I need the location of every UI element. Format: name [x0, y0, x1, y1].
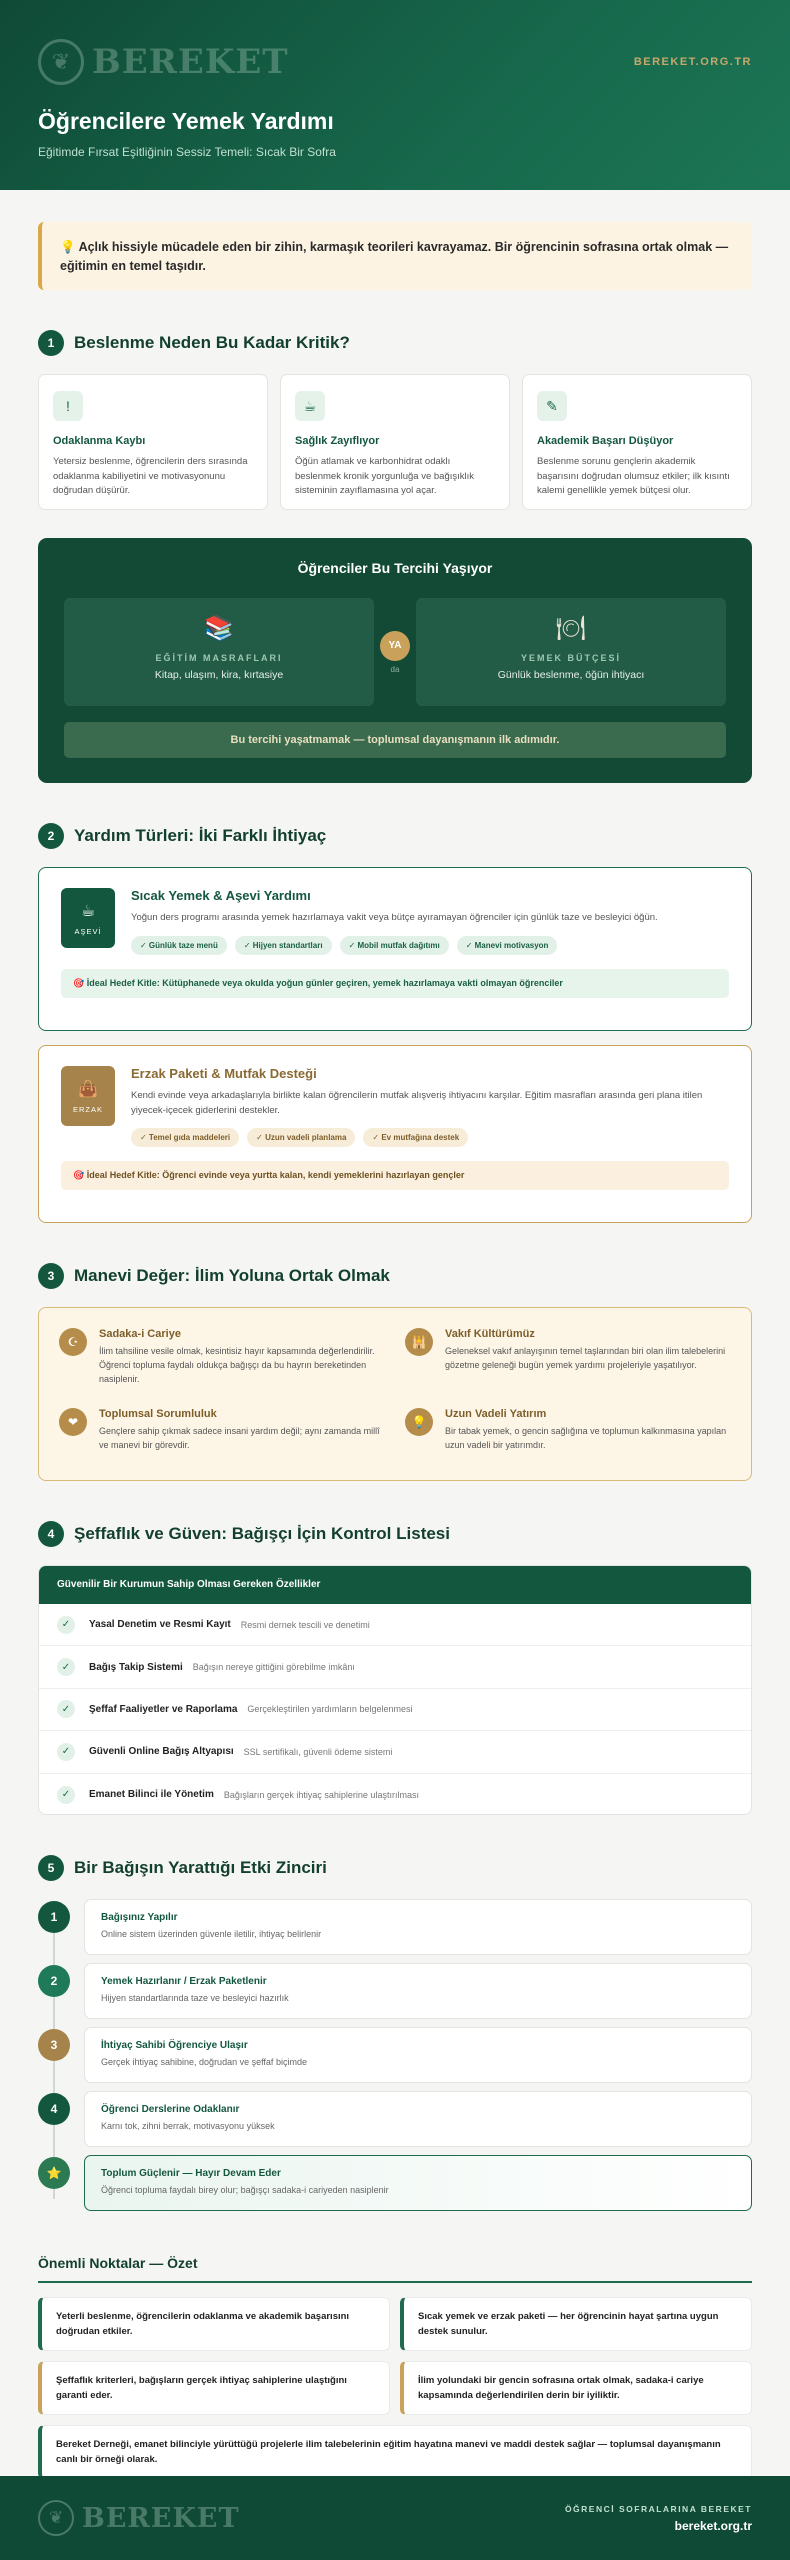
section-title: Beslenme Neden Bu Kadar Kritik?	[74, 333, 350, 352]
footer-logo[interactable]	[38, 2500, 240, 2536]
help-title: Erzak Paketi & Mutfak Desteği	[131, 1066, 317, 1081]
section-3-heading	[38, 1263, 752, 1289]
target-text: İdeal Hedef Kitle: Kütüphanede veya okulda yoğun günler geçiren, yemek hazırlamaya vakti olmayan öğrenciler	[86, 977, 563, 988]
card-title: Sağlık Zayıflıyor	[295, 435, 380, 447]
summary-card: İlim yolundaki bir gencin sofrasına ortak olmak, sadaka-i cariye kapsamında değerlendirilen derin bir iyiliktir.	[400, 2361, 752, 2415]
tag: ✓ Temel gıda maddeleri	[131, 1128, 239, 1147]
choice-row	[64, 598, 726, 706]
step-number: 4	[38, 2093, 70, 2125]
summary-grid	[38, 2297, 752, 2415]
summary-card: Şeffaflık kriterleri, bağışların gerçek ihtiyaç sahiplerine ulaştığını garanti eder.	[38, 2361, 390, 2415]
checklist-desc: Bağışların gerçek ihtiyaç sahiplerine ulaştırılması	[223, 1789, 419, 1800]
trust-checklist	[38, 1565, 752, 1815]
choice-or	[374, 631, 416, 674]
checklist-row	[39, 1604, 751, 1646]
nutrition-cards	[38, 374, 752, 510]
choice-education	[64, 598, 374, 706]
logo-emblem-icon: ❦	[38, 39, 84, 85]
value-text: Gençlere sahip çıkmak sadece insani yardım değil; aynı zamanda millî ve manevi bir görevdir.	[99, 1425, 380, 1450]
target-audience	[61, 1161, 729, 1190]
card-text: Öğün atlamak ve karbonhidrat odaklı beslenmek kronik yorgunluğa ve bağışıklık sisteminin zayıflamasına yol açar.	[295, 456, 475, 497]
or-badge: YA	[380, 631, 410, 661]
section-title: Bir Bağışın Yarattığı Etki Zinciri	[74, 1858, 327, 1877]
bag-icon: 👜	[78, 1080, 98, 1098]
choice-desc: Kitap, ulaşım, kira, kırtasiye	[154, 669, 284, 681]
section-title: Şeffaflık ve Güven: Bağışçı İçin Kontrol Listesi	[74, 1524, 450, 1543]
help-hot-meal	[38, 867, 752, 1031]
value-title: Toplumsal Sorumluluk	[99, 1407, 217, 1420]
target-audience	[61, 969, 729, 998]
step-title: Toplum Güçlenir — Hayır Devam Eder	[101, 2168, 281, 2179]
tag: ✓ Günlük taze menü	[131, 936, 227, 955]
chain-step	[38, 1963, 752, 2027]
tag: ✓ Uzun vadeli planlama	[247, 1128, 355, 1147]
value-text: Geleneksel vakıf anlayışının temel taşlarından biri olan ilim talebelerini gözetme geleneği bugün yemek yardımı projeleriyle yaşatılıyor.	[445, 1346, 726, 1370]
help-row	[61, 888, 729, 955]
step-text: Gerçek ihtiyaç sahibine, doğrudan ve şeffaf biçimde	[101, 2057, 307, 2067]
step-text: Karnı tok, zihni berrak, motivasyonu yüksek	[101, 2121, 275, 2131]
value-title: Sadaka-i Cariye	[99, 1328, 181, 1340]
help-text: Kendi evinde veya arkadaşlarıyla birlikte kalan öğrencilerin mutfak alışveriş ihtiyacını karşılar. Eğitim masrafları arasında geri plana itilen yiyecek-içecek giderlerini destekler.	[131, 1090, 703, 1116]
help-body	[131, 1066, 729, 1147]
header	[0, 0, 790, 190]
card-text: Beslenme sorunu gençlerin akademik başarısını doğrudan olumsuz etkiler; ilk kısıntı kalemi genellikle yemek bütçesi olur.	[537, 456, 730, 497]
chain-step	[38, 2091, 752, 2155]
step-card	[84, 2027, 752, 2083]
check-icon: ✓	[57, 1743, 75, 1761]
value-text: Bir tabak yemek, o gencin sağlığına ve toplumun kalkınmasına yapılan uzun vadeli bir yatırımdır.	[445, 1425, 727, 1450]
checklist-row	[39, 1689, 751, 1731]
checklist-desc: SSL sertifikalı, güvenli ödeme sistemi	[243, 1746, 393, 1757]
help-text: Yoğun ders programı arasında yemek hazırlamaya vakit veya bütçe ayıramayan öğrenciler için günlük taze ve besleyici öğün.	[131, 912, 658, 923]
help-body	[131, 888, 729, 955]
logo-emblem-icon: ❦	[38, 2500, 74, 2536]
value-title: Uzun Vadeli Yatırım	[445, 1407, 547, 1420]
section-2-heading	[38, 823, 752, 849]
step-text: Online sistem üzerinden güvenle iletilir, ihtiyaç belirlenir	[101, 1929, 322, 1939]
checklist-name: Yasal Denetim ve Resmi Kayıt	[89, 1619, 231, 1631]
choice-footer: Bu tercihi yaşatmamak — toplumsal dayanışmanın ilk adımıdır.	[64, 722, 726, 758]
help-row	[61, 1066, 729, 1147]
help-title: Sıcak Yemek & Aşevi Yardımı	[131, 888, 311, 903]
choice-label: YEMEK BÜTÇESİ	[520, 653, 621, 663]
checklist-desc: Resmi dernek tescili ve denetimi	[240, 1619, 370, 1630]
alert-icon: !	[53, 391, 83, 421]
card-academic	[522, 374, 752, 510]
or-sub: da	[390, 664, 400, 674]
step-number: 1	[38, 1901, 70, 1933]
impact-chain	[38, 1899, 752, 2219]
checklist-name: Güvenli Online Bağış Altyapısı	[89, 1746, 234, 1758]
value-text: İlim tahsiline vesile olmak, kesintisiz hayır kapsamında değerlendirilir. Öğrenci topluma faydalı oldukça bağışçı da bu hayrın bereketinden nasiplenir.	[99, 1346, 375, 1384]
section-1-heading	[38, 330, 752, 356]
brand-row	[38, 30, 752, 94]
value-responsibility	[59, 1408, 385, 1460]
section-number: 3	[38, 1263, 64, 1289]
chain-step	[38, 2155, 752, 2219]
target-text: İdeal Hedef Kitle: Öğrenci evinde veya yurtta kalan, kendi yemeklerini hazırlayan gençler	[86, 1170, 465, 1181]
card-title: Akademik Başarı Düşüyor	[537, 435, 674, 447]
step-title: Öğrenci Derslerine Odaklanır	[101, 2104, 240, 2115]
checklist-row	[39, 1731, 751, 1773]
header-logo[interactable]	[38, 39, 289, 85]
card-text: Yetersiz beslenme, öğrencilerin ders sırasında odaklanma kabiliyetini ve motivasyonunu doğrudan düşürür.	[53, 456, 248, 497]
check-icon: ✓	[57, 1658, 75, 1676]
heart-icon: ❤	[59, 1408, 87, 1436]
checklist-header: Güvenilir Bir Kurumun Sahip Olması Gereken Özellikler	[39, 1566, 751, 1604]
footer-right	[565, 2504, 752, 2533]
star-icon: ⭐	[38, 2157, 70, 2189]
checklist-row	[39, 1646, 751, 1688]
checklist-name: Şeffaf Faaliyetler ve Raporlama	[89, 1703, 238, 1715]
page-title: Öğrencilere Yemek Yardımı	[38, 108, 334, 134]
choice-label: EĞİTİM MASRAFLARI	[155, 653, 283, 663]
cup-icon: ☕	[295, 391, 325, 421]
step-card-final	[84, 2155, 752, 2211]
section-title: Yardım Türleri: İki Farklı İhtiyaç	[74, 826, 327, 845]
card-health	[280, 374, 510, 510]
crescent-icon: ☪	[59, 1328, 87, 1356]
check-icon: ✓	[57, 1616, 75, 1634]
mosque-icon: 🕌	[405, 1328, 433, 1356]
spiritual-values	[38, 1307, 752, 1481]
chain-step	[38, 2027, 752, 2091]
checklist-desc: Bağışın nereye gittiğini görebilme imkânı	[192, 1662, 355, 1673]
help-badge	[61, 888, 115, 948]
section-number: 4	[38, 1521, 64, 1547]
help-food-package	[38, 1045, 752, 1223]
tag: ✓ Hijyen standartları	[235, 936, 332, 955]
logo-text: BEREKET	[82, 2502, 240, 2534]
site-url-link[interactable]: BEREKET.ORG.TR	[633, 56, 752, 68]
check-icon: ✓	[57, 1786, 75, 1804]
summary-wide-card: Bereket Derneği, emanet bilinciyle yürüttüğü projelerle ilim talebelerinin eğitim hayatına manevi ve maddi destek sağlar — toplumsal dayanışmanın canlı bir örneği olarak.	[38, 2425, 752, 2479]
main-content	[0, 190, 790, 2479]
help-badge	[61, 1066, 115, 1126]
section-number: 1	[38, 330, 64, 356]
logo-text: BEREKET	[92, 42, 289, 82]
step-title: Yemek Hazırlanır / Erzak Paketlenir	[101, 1976, 267, 1987]
books-icon: 📚	[204, 615, 234, 642]
step-text: Hijyen standartlarında taze ve besleyici hazırlık	[101, 1993, 289, 2003]
target-icon: 🎯	[73, 977, 85, 988]
tag: ✓ Mobil mutfak dağıtımı	[340, 936, 449, 955]
section-number: 5	[38, 1855, 64, 1881]
badge-label: ERZAK	[72, 1104, 103, 1114]
section-title: Manevi Değer: İlim Yoluna Ortak Olmak	[74, 1266, 390, 1285]
tag-list	[131, 1128, 729, 1147]
value-title: Vakıf Kültürümüz	[445, 1328, 535, 1340]
check-icon: ✓	[57, 1700, 75, 1718]
cup-icon: ☕	[80, 902, 96, 920]
value-investment	[405, 1408, 731, 1460]
footer-url-link[interactable]: bereket.org.tr	[674, 2518, 752, 2533]
choice-food	[416, 598, 726, 706]
plate-icon: 🍽	[555, 615, 587, 642]
choice-desc: Günlük beslenme, öğün ihtiyacı	[497, 669, 645, 681]
card-focus-loss	[38, 374, 268, 510]
value-vakif	[405, 1328, 731, 1394]
pencil-icon: ✎	[537, 391, 567, 421]
lightbulb-icon: 💡	[405, 1408, 433, 1436]
checklist-row	[39, 1774, 751, 1815]
step-title: İhtiyaç Sahibi Öğrenciye Ulaşır	[101, 2040, 248, 2051]
step-card	[84, 1899, 752, 1955]
tag: ✓ Ev mutfağına destek	[363, 1128, 468, 1147]
summary-title: Önemli Noktalar — Özet	[38, 2255, 752, 2283]
checklist-name: Bağış Takip Sistemi	[89, 1661, 183, 1673]
summary-card: Yeterli beslenme, öğrencilerin odaklanma ve akademik başarısını doğrudan etkiler.	[38, 2297, 390, 2351]
tag-list	[131, 936, 729, 955]
step-text: Öğrenci topluma faydalı birey olur; bağışçı sadaka-i cariyeden nasiplenir	[101, 2185, 389, 2195]
chain-step	[38, 1899, 752, 1963]
step-number: 3	[38, 2029, 70, 2061]
checklist-desc: Gerçekleştirilen yardımların belgelenmesi	[247, 1704, 413, 1715]
step-number: 2	[38, 1965, 70, 1997]
checklist-name: Emanet Bilinci ile Yönetim	[89, 1789, 214, 1801]
choice-title: Öğrenciler Bu Tercihi Yaşıyor	[297, 560, 493, 576]
page-subtitle: Eğitimde Fırsat Eşitliğinin Sessiz Temeli: Sıcak Bir Sofra	[38, 145, 336, 159]
step-card	[84, 1963, 752, 2019]
tag: ✓ Manevi motivasyon	[457, 936, 558, 955]
section-number: 2	[38, 823, 64, 849]
section-5-heading	[38, 1855, 752, 1881]
card-title: Odaklanma Kaybı	[53, 435, 146, 447]
footer-tagline: ÖĞRENCİ SOFRALARINA BEREKET	[564, 2503, 752, 2514]
badge-label: AŞEVİ	[74, 926, 102, 936]
choice-panel	[38, 538, 752, 783]
intro-quote: 💡 Açlık hissiyle mücadele eden bir zihin, karmaşık teorileri kavrayamaz. Bir öğrencinin sofrasına ortak olmak — eğitimin en temel taşıdır.	[38, 222, 752, 290]
value-sadaka	[59, 1328, 385, 1394]
target-icon: 🎯	[73, 1170, 85, 1181]
section-4-heading	[38, 1521, 752, 1547]
step-title: Bağışınız Yapılır	[101, 1912, 178, 1923]
summary-card: Sıcak yemek ve erzak paketi — her öğrencinin hayat şartına uygun destek sunulur.	[400, 2297, 752, 2351]
footer	[0, 2476, 790, 2560]
step-card	[84, 2091, 752, 2147]
